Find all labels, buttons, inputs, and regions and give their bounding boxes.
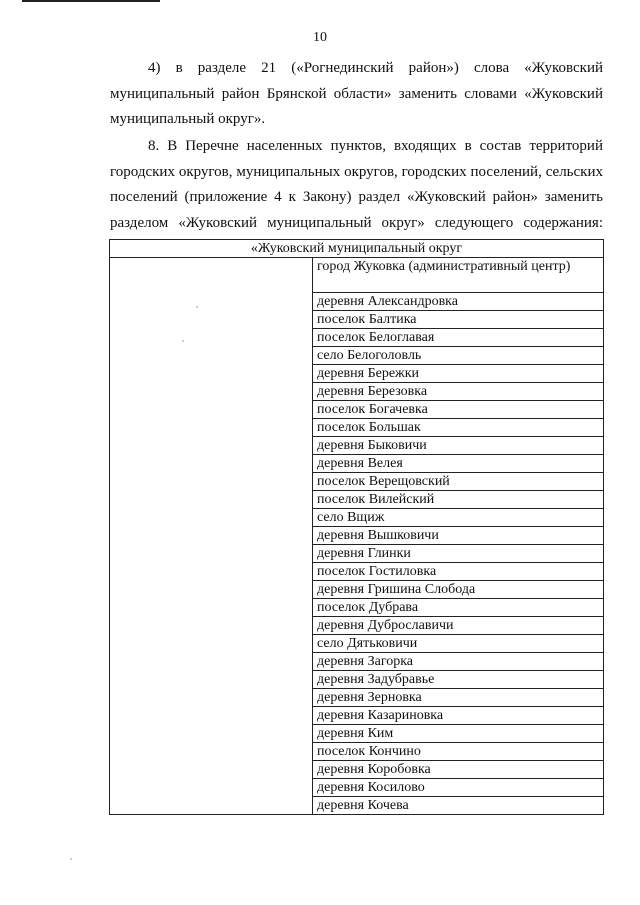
- settlement-cell: деревня Коробовка: [313, 761, 604, 779]
- paragraph-line: муниципальный район Брянской области» заменить словами «Жуковский: [110, 85, 603, 102]
- settlement-cell: деревня Загорка: [313, 653, 604, 671]
- settlement-cell: деревня Зерновка: [313, 689, 604, 707]
- settlements-table: [109, 239, 604, 815]
- settlement-cell: город Жуковка (административный центр): [313, 258, 604, 293]
- paragraph-line: поселений (приложение 4 к Закону) раздел «Жуковский район» заменить: [110, 189, 603, 205]
- paragraph-item-8: [110, 134, 603, 236]
- settlement-cell: поселок Белоглавая: [313, 329, 604, 347]
- settlement-cell: деревня Глинки: [313, 545, 604, 563]
- settlement-cell: деревня Дуброславичи: [313, 617, 604, 635]
- settlement-cell: поселок Кончино: [313, 743, 604, 761]
- settlement-cell: деревня Велея: [313, 455, 604, 473]
- settlement-cell: село Вщиж: [313, 509, 604, 527]
- settlement-cell: село Белоголовль: [313, 347, 604, 365]
- settlement-cell: поселок Гостиловка: [313, 563, 604, 581]
- top-rule: [22, 0, 160, 2]
- settlement-cell: деревня Гришина Слобода: [313, 581, 604, 599]
- paragraph-line: 8. В Перечне населенных пунктов, входящих в состав территорий: [148, 138, 603, 154]
- settlement-cell: поселок Вилейский: [313, 491, 604, 509]
- settlement-cell: деревня Вышковичи: [313, 527, 604, 545]
- settlement-cell: деревня Задубравье: [313, 671, 604, 689]
- settlement-cell: деревня Косилово: [313, 779, 604, 797]
- scan-speck: [182, 340, 184, 342]
- municipal-unit-cell: [110, 258, 313, 815]
- settlement-cell: деревня Александровка: [313, 293, 604, 311]
- settlement-cell: поселок Большак: [313, 419, 604, 437]
- scan-speck: [196, 306, 198, 308]
- settlement-cell: деревня Быковичи: [313, 437, 604, 455]
- settlement-cell: деревня Казариновка: [313, 707, 604, 725]
- settlement-cell: село Дятьковичи: [313, 635, 604, 653]
- paragraph-amendment-4: [110, 56, 603, 133]
- settlement-cell: поселок Дубрава: [313, 599, 604, 617]
- paragraph-line: муниципальный округ».: [110, 111, 266, 127]
- settlement-cell: деревня Кочева: [313, 797, 604, 815]
- settlement-cell: деревня Бережки: [313, 365, 604, 383]
- settlement-cell: поселок Верещовский: [313, 473, 604, 491]
- paragraph-line: городских округов, муниципальных округов, городских поселений, сельских: [110, 163, 603, 180]
- settlement-cell: поселок Богачевка: [313, 401, 604, 419]
- paragraph-line: разделом «Жуковский муниципальный округ» следующего содержания:: [110, 214, 603, 231]
- settlement-cell: поселок Балтика: [313, 311, 604, 329]
- scan-speck: [70, 858, 72, 860]
- settlement-cell: деревня Березовка: [313, 383, 604, 401]
- page-number: 10: [313, 30, 327, 45]
- paragraph-line: 4) в разделе 21 («Рогнединский район») слова «Жуковский: [148, 60, 603, 76]
- table-header: «Жуковский муниципальный округ: [110, 240, 604, 258]
- settlement-cell: деревня Ким: [313, 725, 604, 743]
- table-row: [110, 258, 604, 293]
- table-header-row: [110, 240, 604, 258]
